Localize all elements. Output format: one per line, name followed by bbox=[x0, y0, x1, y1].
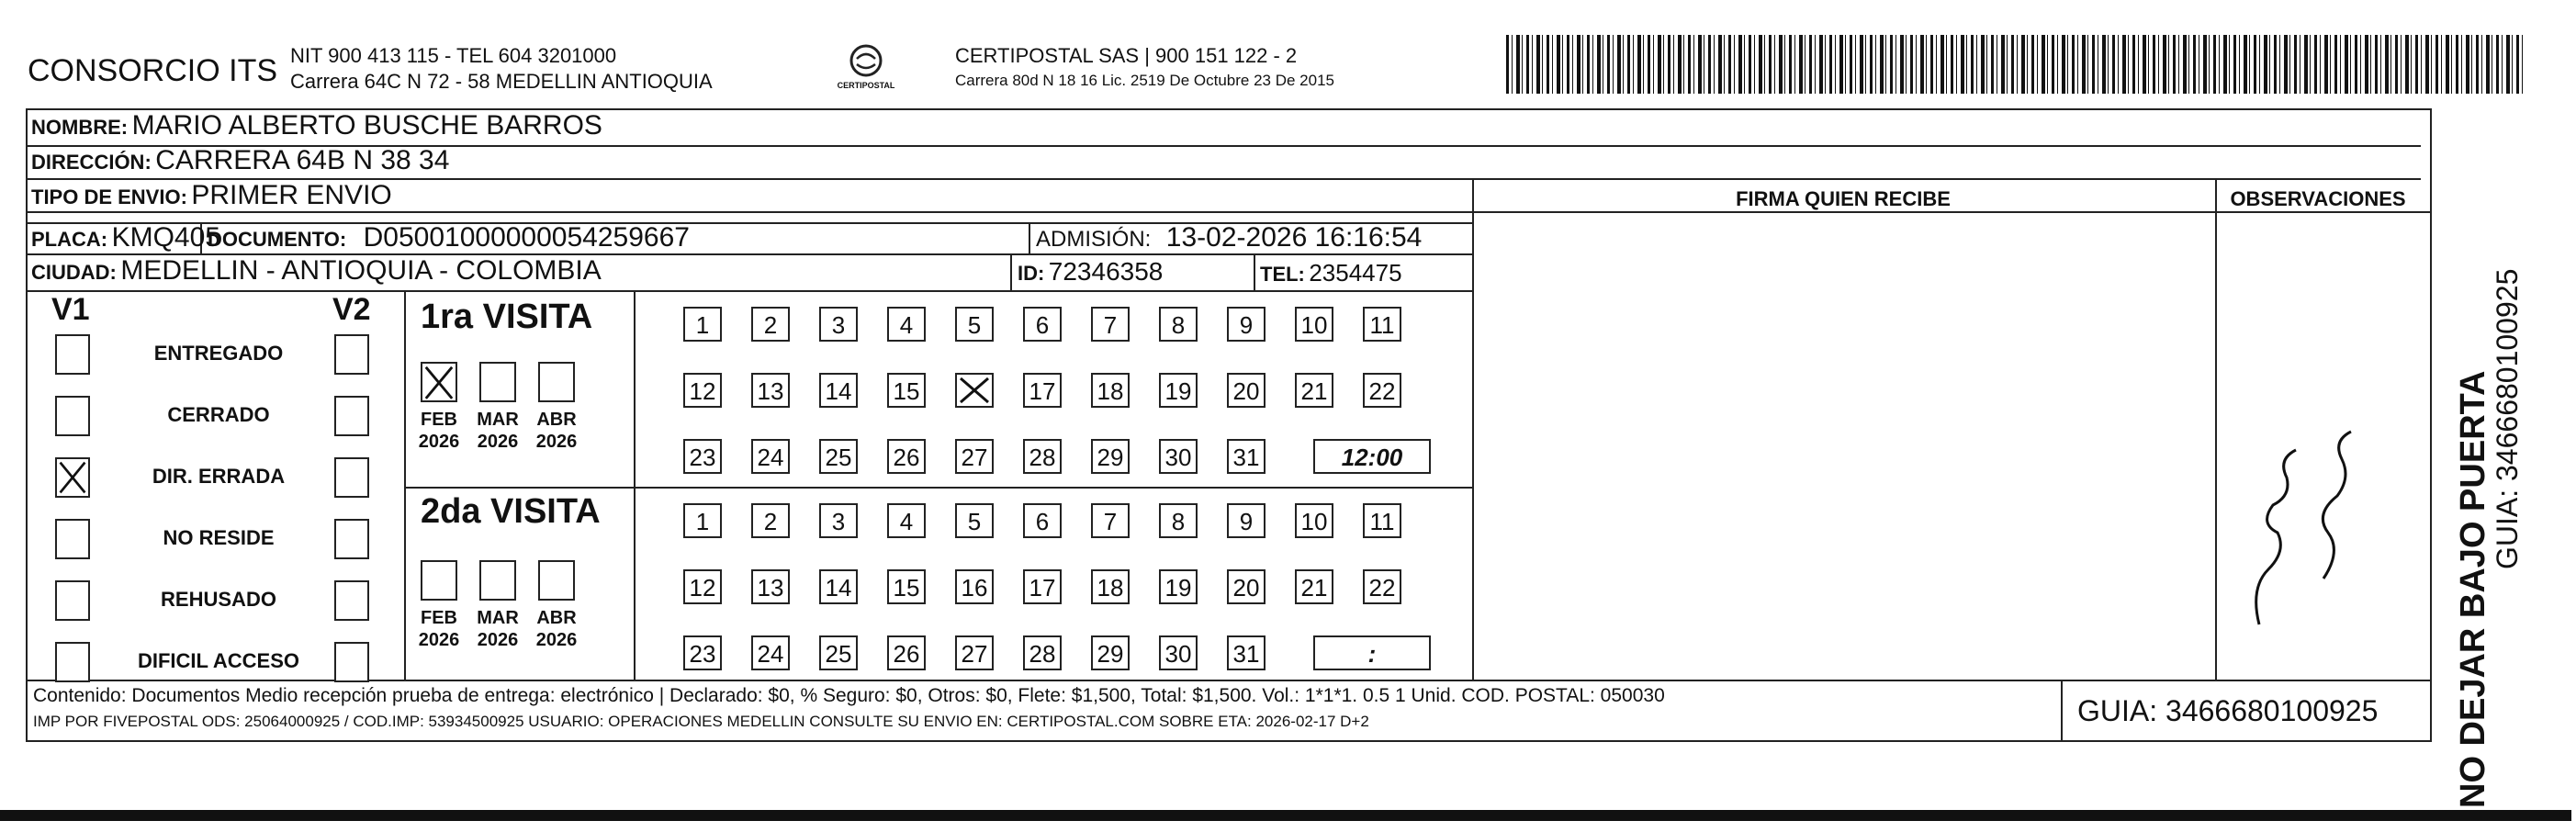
day-box[interactable]: 6 bbox=[1023, 307, 1062, 342]
day-box[interactable]: 10 bbox=[1295, 503, 1333, 538]
day-box[interactable]: 25 bbox=[819, 439, 858, 474]
day-box[interactable]: 30 bbox=[1159, 635, 1198, 670]
logo-text: CERTIPOSTAL bbox=[837, 81, 895, 90]
day-box[interactable]: 28 bbox=[1023, 635, 1062, 670]
address-line: Carrera 64C N 72 - 58 MEDELLIN ANTIOQUIA bbox=[290, 70, 713, 93]
signature-icon bbox=[2222, 367, 2406, 643]
year-label: 2026 bbox=[535, 432, 578, 452]
day-box[interactable]: 19 bbox=[1159, 373, 1198, 408]
col-divider bbox=[1010, 255, 1012, 290]
footer-guia: GUIA: 3466680100925 bbox=[2077, 694, 2379, 727]
day-box[interactable]: 10 bbox=[1295, 307, 1333, 342]
month-label: ABR bbox=[536, 608, 577, 628]
side-warning: NO DEJAR BAJO PUERTA bbox=[2454, 370, 2492, 808]
year-label: 2026 bbox=[477, 630, 519, 650]
month-checkbox[interactable] bbox=[479, 362, 516, 402]
reason-label: ENTREGADO bbox=[153, 342, 284, 365]
observaciones-header: OBSERVACIONES bbox=[2230, 187, 2406, 210]
col-divider bbox=[404, 292, 406, 680]
direccion-row bbox=[31, 145, 449, 176]
tel-value: 2354475 bbox=[1309, 259, 1402, 287]
month-label: MAR bbox=[477, 410, 519, 430]
carrier-address: Carrera 80d N 18 16 Lic. 2519 De Octubre 23 De 2015 bbox=[955, 72, 1334, 89]
day-box[interactable]: 30 bbox=[1159, 439, 1198, 474]
placa-label: PLACA: bbox=[31, 228, 108, 251]
carrier-line: CERTIPOSTAL SAS | 900 151 122 - 2 bbox=[955, 44, 1298, 67]
admision-row bbox=[1036, 222, 1422, 253]
day-box[interactable]: 2 bbox=[751, 503, 790, 538]
day-box[interactable]: 31 bbox=[1227, 439, 1266, 474]
day-box[interactable]: 26 bbox=[887, 439, 926, 474]
day-box[interactable]: 27 bbox=[955, 635, 994, 670]
day-box[interactable]: 25 bbox=[819, 635, 858, 670]
day-box[interactable]: 20 bbox=[1227, 373, 1266, 408]
documento-row bbox=[208, 222, 690, 253]
day-box[interactable]: 29 bbox=[1091, 439, 1130, 474]
month-checkbox[interactable] bbox=[538, 362, 575, 402]
v2-checkbox[interactable] bbox=[334, 396, 369, 436]
month-checkbox[interactable] bbox=[479, 560, 516, 601]
day-box[interactable]: 17 bbox=[1023, 373, 1062, 408]
day-box[interactable]: 2 bbox=[751, 307, 790, 342]
day-box[interactable]: 11 bbox=[1363, 307, 1401, 342]
day-box[interactable]: 19 bbox=[1159, 569, 1198, 604]
col-divider bbox=[2215, 180, 2217, 681]
ciudad-value: MEDELLIN - ANTIOQUIA - COLOMBIA bbox=[120, 255, 602, 286]
day-box[interactable]: 5 bbox=[955, 503, 994, 538]
col-divider bbox=[634, 292, 636, 680]
day-box[interactable]: 3 bbox=[819, 307, 858, 342]
day-box[interactable]: 24 bbox=[751, 635, 790, 670]
day-box[interactable]: 13 bbox=[751, 569, 790, 604]
second-visit-title: 2da VISITA bbox=[421, 492, 601, 531]
v1-checkbox[interactable] bbox=[55, 396, 90, 436]
row-divider bbox=[26, 211, 2432, 213]
direccion-label: DIRECCIÓN: bbox=[31, 151, 152, 174]
day-box[interactable]: 20 bbox=[1227, 569, 1266, 604]
id-value: 72346358 bbox=[1048, 257, 1164, 286]
day-box[interactable]: 11 bbox=[1363, 503, 1401, 538]
row-divider bbox=[404, 487, 1472, 489]
day-box[interactable]: 29 bbox=[1091, 635, 1130, 670]
col-divider bbox=[1254, 255, 1255, 290]
v2-title: V2 bbox=[332, 292, 371, 327]
day-box[interactable]: 31 bbox=[1227, 635, 1266, 670]
day-box[interactable]: 27 bbox=[955, 439, 994, 474]
ciudad-row bbox=[31, 255, 602, 287]
day-box[interactable]: 6 bbox=[1023, 503, 1062, 538]
day-box[interactable]: 16 bbox=[955, 569, 994, 604]
firma-header: FIRMA QUIEN RECIBE bbox=[1736, 187, 1951, 210]
day-box[interactable]: 26 bbox=[887, 635, 926, 670]
month-label: ABR bbox=[536, 410, 577, 430]
v2-checkbox[interactable] bbox=[334, 642, 369, 682]
placa-value: KMQ405 bbox=[111, 222, 220, 253]
bottom-rule bbox=[0, 810, 2571, 821]
direccion-value: CARRERA 64B N 38 34 bbox=[155, 145, 450, 175]
month-checkbox[interactable] bbox=[421, 560, 457, 601]
day-box[interactable]: 8 bbox=[1159, 503, 1198, 538]
year-label: 2026 bbox=[477, 432, 519, 452]
day-box[interactable]: 22 bbox=[1363, 569, 1401, 604]
month-label: FEB bbox=[421, 608, 457, 628]
day-box[interactable]: 15 bbox=[887, 373, 926, 408]
nit-line: NIT 900 413 115 - TEL 604 3201000 bbox=[290, 44, 617, 67]
ciudad-label: CIUDAD: bbox=[31, 261, 117, 284]
v1-checkbox[interactable] bbox=[55, 519, 90, 559]
year-label: 2026 bbox=[535, 630, 578, 650]
col-divider bbox=[2061, 681, 2063, 742]
day-box[interactable]: 14 bbox=[819, 373, 858, 408]
day-box[interactable]: 9 bbox=[1227, 307, 1266, 342]
day-box[interactable] bbox=[955, 373, 994, 408]
tipo-value: PRIMER ENVIO bbox=[191, 180, 392, 210]
reason-label: DIFICIL ACCESO bbox=[137, 649, 299, 672]
day-box[interactable]: 21 bbox=[1295, 569, 1333, 604]
company-name: CONSORCIO ITS bbox=[28, 53, 278, 88]
side-guia: GUIA: 3466680100925 bbox=[2491, 268, 2524, 569]
nombre-label: NOMBRE: bbox=[31, 116, 129, 139]
tel-row bbox=[1260, 259, 1402, 287]
day-box[interactable]: 5 bbox=[955, 307, 994, 342]
day-box[interactable]: 12 bbox=[683, 373, 722, 408]
day-box[interactable]: 15 bbox=[887, 569, 926, 604]
day-box[interactable]: 3 bbox=[819, 503, 858, 538]
day-box[interactable]: 13 bbox=[751, 373, 790, 408]
reason-label: REHUSADO bbox=[161, 588, 276, 611]
day-box[interactable]: 23 bbox=[683, 635, 722, 670]
reason-label: NO RESIDE bbox=[163, 526, 275, 549]
row-divider bbox=[26, 680, 2432, 681]
tel-label: TEL: bbox=[1260, 263, 1305, 286]
day-box[interactable]: 1 bbox=[683, 503, 722, 538]
v1-checkbox[interactable] bbox=[55, 334, 90, 375]
day-box[interactable]: 9 bbox=[1227, 503, 1266, 538]
certipostal-logo bbox=[834, 42, 898, 97]
day-box[interactable]: 4 bbox=[887, 307, 926, 342]
day-box[interactable]: 7 bbox=[1091, 503, 1130, 538]
row-divider bbox=[26, 290, 1472, 292]
admision-label: ADMISIÓN: bbox=[1036, 227, 1152, 252]
day-box[interactable]: 1 bbox=[683, 307, 722, 342]
day-box[interactable]: 22 bbox=[1363, 373, 1401, 408]
month-label: FEB bbox=[421, 410, 457, 430]
day-box[interactable]: 12 bbox=[683, 569, 722, 604]
documento-value: D05001000000054259667 bbox=[363, 222, 690, 253]
day-box[interactable]: 4 bbox=[887, 503, 926, 538]
v2-checkbox[interactable] bbox=[334, 334, 369, 375]
v2-checkbox[interactable] bbox=[334, 580, 369, 621]
id-row bbox=[1018, 257, 1163, 287]
day-box[interactable]: 14 bbox=[819, 569, 858, 604]
placa-row bbox=[31, 222, 220, 253]
barcode bbox=[1506, 35, 2525, 94]
admision-value: 13-02-2026 16:16:54 bbox=[1165, 222, 1423, 253]
reason-label: DIR. ERRADA bbox=[152, 465, 286, 488]
day-box[interactable]: 18 bbox=[1091, 569, 1130, 604]
documento-label: DOCUMENTO: bbox=[208, 228, 347, 251]
day-box[interactable]: 21 bbox=[1295, 373, 1333, 408]
nombre-row bbox=[31, 110, 602, 141]
handwritten-signature bbox=[2222, 367, 2406, 643]
first-visit-title: 1ra VISITA bbox=[421, 298, 593, 336]
time-box[interactable]: : bbox=[1313, 635, 1431, 670]
v1-checkbox[interactable] bbox=[55, 580, 90, 621]
v1-checkbox[interactable] bbox=[55, 457, 90, 498]
month-checkbox[interactable] bbox=[421, 362, 457, 402]
day-box[interactable]: 7 bbox=[1091, 307, 1130, 342]
v2-checkbox[interactable] bbox=[334, 457, 369, 498]
v2-checkbox[interactable] bbox=[334, 519, 369, 559]
id-label: ID: bbox=[1018, 262, 1045, 285]
tipo-label: TIPO DE ENVIO: bbox=[31, 186, 187, 208]
v1-checkbox[interactable] bbox=[55, 642, 90, 682]
reason-label: CERRADO bbox=[167, 403, 270, 426]
nombre-value: MARIO ALBERTO BUSCHE BARROS bbox=[131, 110, 602, 141]
day-box[interactable]: 8 bbox=[1159, 307, 1198, 342]
tipo-row bbox=[31, 180, 392, 211]
v1-title: V1 bbox=[51, 292, 90, 327]
day-box[interactable]: 24 bbox=[751, 439, 790, 474]
day-box[interactable]: 23 bbox=[683, 439, 722, 474]
day-box[interactable]: 18 bbox=[1091, 373, 1130, 408]
col-divider bbox=[1472, 180, 1474, 681]
year-label: 2026 bbox=[418, 630, 460, 650]
col-divider bbox=[1029, 224, 1030, 253]
year-label: 2026 bbox=[418, 432, 460, 452]
day-box[interactable]: 17 bbox=[1023, 569, 1062, 604]
day-box[interactable]: 28 bbox=[1023, 439, 1062, 474]
month-checkbox[interactable] bbox=[538, 560, 575, 601]
time-box[interactable]: 12:00 bbox=[1313, 439, 1431, 474]
month-label: MAR bbox=[477, 608, 519, 628]
footer-contenido: Contenido: Documentos Medio recepción prueba de entrega: electrónico | Declarado: $0, % Seguro: $0, Otros: $0, Flete: $1,500, Total: $1,500. Vol.: 1*1*1. 0.5 1 Unid. COD. POSTAL: 050030 bbox=[33, 685, 1665, 706]
footer-imp: IMP POR FIVEPOSTAL ODS: 25064000925 / COD.IMP: 53934500925 USUARIO: OPERACIONES MEDELLIN CONSULTE SU ENVIO EN: CERTIPOSTAL.COM SOBRE ETA: 2026-02-17 D+2 bbox=[33, 713, 1369, 730]
